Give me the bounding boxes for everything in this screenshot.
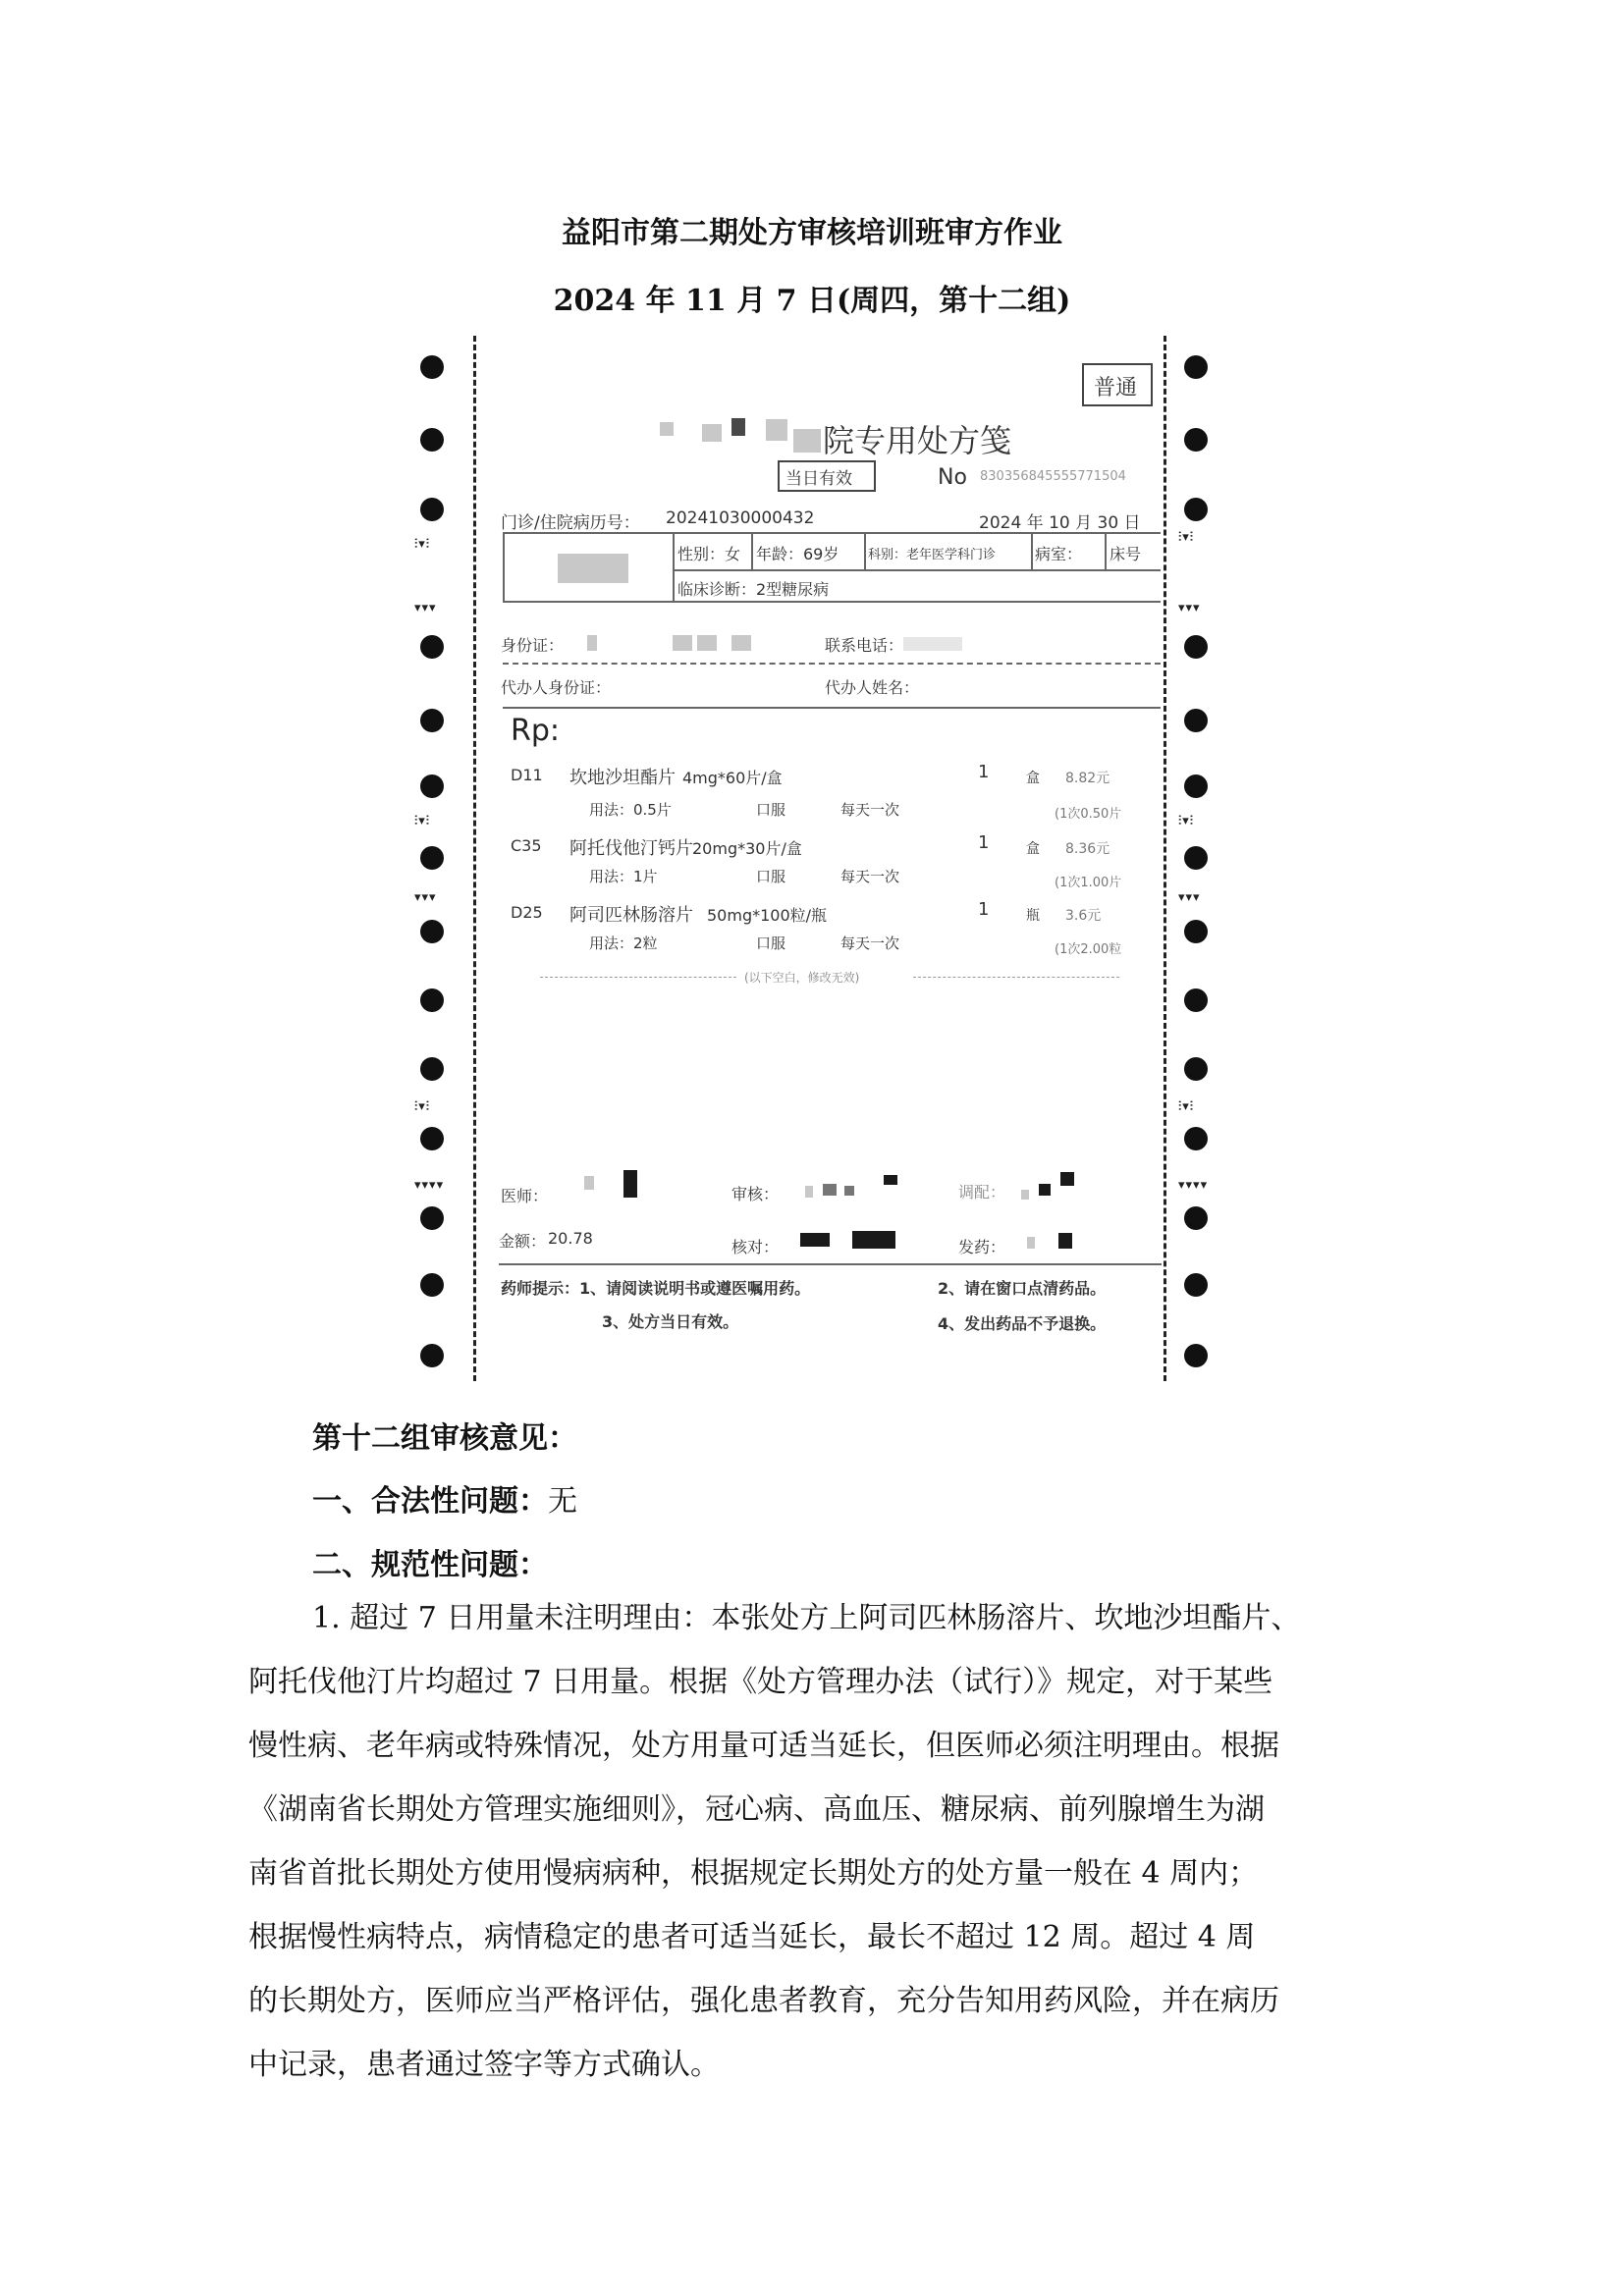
blank-divider <box>913 977 1119 978</box>
drug-usage: 用法：0.5片 <box>589 801 672 819</box>
paragraph-line: 《湖南省长期处方管理实施细则》，冠心病、高血压、糖尿病、前列腺增生为湖 <box>248 1792 1265 1827</box>
perforation-mark: ▾▾▾▾ <box>1178 1178 1209 1193</box>
legality-row <box>312 1476 577 1520</box>
patient-department: 科别：老年医学科门诊 <box>868 548 997 562</box>
amount-value: 20.78 <box>548 1229 593 1248</box>
paragraph-line: 的长期处方，医师应当严格评估，强化患者教育，充分告知用药风险，并在病历 <box>248 1984 1279 2018</box>
left-perforation <box>412 336 452 1381</box>
drug-per-dose: (1次2.00粒 <box>1055 942 1122 957</box>
drug-usage: 用法：1片 <box>589 868 658 885</box>
perforation-hole <box>1184 428 1208 452</box>
perforation-hole <box>1184 1273 1208 1297</box>
patient-bed: 床号 <box>1110 545 1142 563</box>
table-rule <box>503 601 1161 603</box>
perforation-hole <box>420 355 444 379</box>
amount-label: 金额： <box>499 1232 547 1251</box>
redacted-signature <box>1021 1190 1029 1200</box>
perforation-hole <box>420 498 444 521</box>
redacted-hospital-name <box>660 422 674 436</box>
perforation-hole <box>1184 498 1208 521</box>
drug-quantity: 1 <box>978 762 990 782</box>
left-tear-line <box>473 336 476 1381</box>
paragraph-line: 慢性病、老年病或特殊情况，处方用量可适当延长，但医师必须注明理由。根据 <box>248 1729 1279 1763</box>
redacted-hospital-name <box>793 429 821 453</box>
right-perforation <box>1176 336 1216 1381</box>
prescription-date: 2024 年 10 月 30 日 <box>979 513 1141 533</box>
drug-code: D11 <box>511 766 543 784</box>
drug-price: 3.6元 <box>1065 908 1102 924</box>
pharmacist-tip: 3、处方当日有效。 <box>602 1312 739 1331</box>
drug-unit: 盒 <box>1026 771 1040 786</box>
patient-gender: 性别：女 <box>677 545 741 563</box>
redacted-hospital-name <box>702 424 722 442</box>
redacted-signature <box>584 1176 594 1190</box>
perforation-hole <box>1184 355 1208 379</box>
drug-quantity: 1 <box>978 899 990 920</box>
dispense-label: 调配： <box>958 1183 1006 1201</box>
drug-code: C35 <box>511 836 542 855</box>
issue-label: 发药： <box>958 1238 1006 1256</box>
redacted-hospital-name <box>766 419 787 441</box>
perforation-mark: ⫶▾⫶ <box>414 1099 431 1114</box>
perforation-hole <box>420 774 444 798</box>
table-rule <box>1105 532 1107 569</box>
redacted-signature <box>800 1233 830 1247</box>
record-value: 20241030000432 <box>666 508 815 528</box>
paragraph-line: 阿托伐他汀片均超过 7 日用量。根据《处方管理办法（试行）》规定，对于某些 <box>248 1665 1273 1699</box>
paragraph-line: 中记录，患者通过签字等方式确认。 <box>248 2048 720 2082</box>
drug-name: 阿托伐他汀钙片 <box>569 838 693 859</box>
perforation-mark: ▾▾▾ <box>414 890 437 905</box>
perforation-mark: ▾▾▾▾ <box>414 1178 445 1193</box>
review-heading: 第十二组审核意见： <box>312 1421 577 1456</box>
table-rule <box>673 569 1161 571</box>
drug-unit: 盒 <box>1026 841 1040 857</box>
right-tear-line <box>1164 336 1166 1381</box>
drug-per-dose: (1次1.00片 <box>1055 876 1122 890</box>
perforation-hole <box>1184 988 1208 1012</box>
page-title: 益阳市第二期处方审核培训班审方作业 <box>562 216 1062 250</box>
perforation-hole <box>420 1057 444 1081</box>
pharmacist-tip: 2、请在窗口点清药品。 <box>938 1279 1107 1298</box>
patient-age: 年龄：69岁 <box>756 545 839 563</box>
perforation-hole <box>420 920 444 943</box>
validity-stamp: 当日有效 <box>785 469 852 489</box>
blank-divider <box>540 977 736 978</box>
rp-symbol: Rp: <box>511 714 560 748</box>
page-subtitle: 2024 年 11 月 7 日(周四，第十二组) <box>553 284 1071 318</box>
phone-label: 联系电话： <box>825 636 904 655</box>
id-card-label: 身份证： <box>501 636 565 655</box>
redacted-signature <box>805 1186 813 1198</box>
perforation-hole <box>420 1127 444 1150</box>
redacted-hospital-name <box>731 418 745 436</box>
pharmacist-tip: 药师提示：1、请阅读说明书或遵医嘱用药。 <box>501 1279 811 1298</box>
drug-per-dose: (1次0.50片 <box>1055 807 1122 822</box>
drug-name: 坎地沙坦酯片 <box>569 768 676 788</box>
drug-code: D25 <box>511 903 543 922</box>
drug-usage: 用法：2粒 <box>589 934 658 952</box>
number-label: No <box>938 465 967 490</box>
table-rule <box>673 532 675 601</box>
table-rule <box>503 532 505 601</box>
redacted-signature <box>844 1186 854 1196</box>
redacted-signature <box>1060 1172 1074 1186</box>
row-rule <box>503 663 1161 665</box>
drug-spec: 4mg*60片/盒 <box>682 769 783 787</box>
perforation-hole <box>420 635 444 659</box>
patient-ward: 病室： <box>1035 545 1083 563</box>
redacted-signature <box>1027 1237 1035 1249</box>
perforation-hole <box>1184 1057 1208 1081</box>
perforation-hole <box>1184 709 1208 732</box>
drug-frequency: 每天一次 <box>840 934 900 952</box>
number-value: 830356845555771504 <box>980 469 1126 484</box>
perforation-hole <box>420 709 444 732</box>
prescription-scan <box>412 336 1218 1381</box>
perforation-mark: ▾▾▾ <box>1178 601 1201 615</box>
blank-note: (以下空白，修改无效) <box>744 971 860 985</box>
perforation-hole <box>1184 1127 1208 1150</box>
perforation-hole <box>1184 774 1208 798</box>
perforation-hole <box>1184 1344 1208 1367</box>
standardization-label: 二、规范性问题： <box>312 1548 548 1582</box>
review-paragraph <box>248 1586 1385 2097</box>
perforation-mark: ⫶▾⫶ <box>1178 814 1195 828</box>
perforation-mark: ▾▾▾ <box>1178 890 1201 905</box>
paragraph-line: 根据慢性病特点，病情稳定的患者可适当延长，最长不超过 12 周。超过 4 周 <box>248 1920 1256 1954</box>
agent-id-label: 代办人身份证： <box>501 678 612 697</box>
table-rule <box>503 532 1161 534</box>
redacted-id <box>697 635 717 651</box>
footer-rule <box>499 1263 1162 1265</box>
perforation-mark: ⫶▾⫶ <box>414 537 431 552</box>
perforation-hole <box>420 846 444 870</box>
perforation-hole <box>420 428 444 452</box>
drug-route: 口服 <box>756 801 786 819</box>
perforation-mark: ⫶▾⫶ <box>1178 1099 1195 1114</box>
perforation-hole <box>420 988 444 1012</box>
review-label: 审核： <box>731 1185 780 1203</box>
perforation-hole <box>420 1206 444 1230</box>
redacted-signature <box>623 1170 637 1198</box>
table-rule <box>864 532 866 569</box>
type-badge: 普通 <box>1094 376 1138 400</box>
drug-frequency: 每天一次 <box>840 868 900 885</box>
redacted-patient-name <box>558 554 628 583</box>
redacted-signature <box>823 1184 837 1196</box>
drug-quantity: 1 <box>978 832 990 853</box>
paragraph-line: 1. 超过 7 日用量未注明理由：本张处方上阿司匹林肠溶片、坎地沙坦酯片、 <box>312 1601 1301 1635</box>
redacted-id <box>673 635 692 651</box>
table-rule <box>751 532 753 569</box>
table-rule <box>1031 532 1033 569</box>
drug-unit: 瓶 <box>1026 908 1040 924</box>
drug-price: 8.36元 <box>1065 841 1110 857</box>
redacted-signature <box>1039 1184 1051 1196</box>
perforation-hole <box>420 1273 444 1297</box>
drug-frequency: 每天一次 <box>840 801 900 819</box>
agent-name-label: 代办人姓名： <box>825 678 920 697</box>
drug-route: 口服 <box>756 934 786 952</box>
perforation-mark: ▾▾▾ <box>414 601 437 615</box>
drug-route: 口服 <box>756 868 786 885</box>
redacted-signature <box>884 1175 897 1185</box>
redacted-signature <box>1058 1233 1072 1249</box>
perforation-mark: ⫶▾⫶ <box>414 814 431 828</box>
perforation-mark: ⫶▾⫶ <box>1178 530 1195 545</box>
redacted-phone <box>903 637 962 651</box>
doctor-label: 医师： <box>501 1187 549 1205</box>
perforation-hole <box>1184 920 1208 943</box>
prescription-form-title: 院专用处方笺 <box>823 422 1012 459</box>
redacted-id <box>587 635 597 651</box>
clinical-diagnosis: 临床诊断：2型糖尿病 <box>677 580 830 599</box>
drug-price: 8.82元 <box>1065 771 1110 786</box>
perforation-hole <box>1184 635 1208 659</box>
drug-name: 阿司匹林肠溶片 <box>569 905 693 926</box>
perforation-hole <box>1184 846 1208 870</box>
pharmacist-tip: 4、发出药品不予退换。 <box>938 1314 1107 1333</box>
redacted-signature <box>852 1231 895 1249</box>
row-rule <box>503 707 1161 709</box>
record-label: 门诊/住院病历号： <box>501 513 640 533</box>
drug-spec: 20mg*30片/盒 <box>692 839 802 858</box>
perforation-hole <box>1184 1206 1208 1230</box>
check-label: 核对： <box>731 1238 780 1256</box>
legality-label: 一、合法性问题： <box>312 1484 548 1519</box>
legality-value: 无 <box>548 1484 577 1519</box>
paragraph-line: 南省首批长期处方使用慢病病种，根据规定长期处方的处方量一般在 4 周内； <box>248 1856 1259 1891</box>
drug-spec: 50mg*100粒/瓶 <box>707 906 828 925</box>
redacted-id <box>731 635 751 651</box>
perforation-hole <box>420 1344 444 1367</box>
